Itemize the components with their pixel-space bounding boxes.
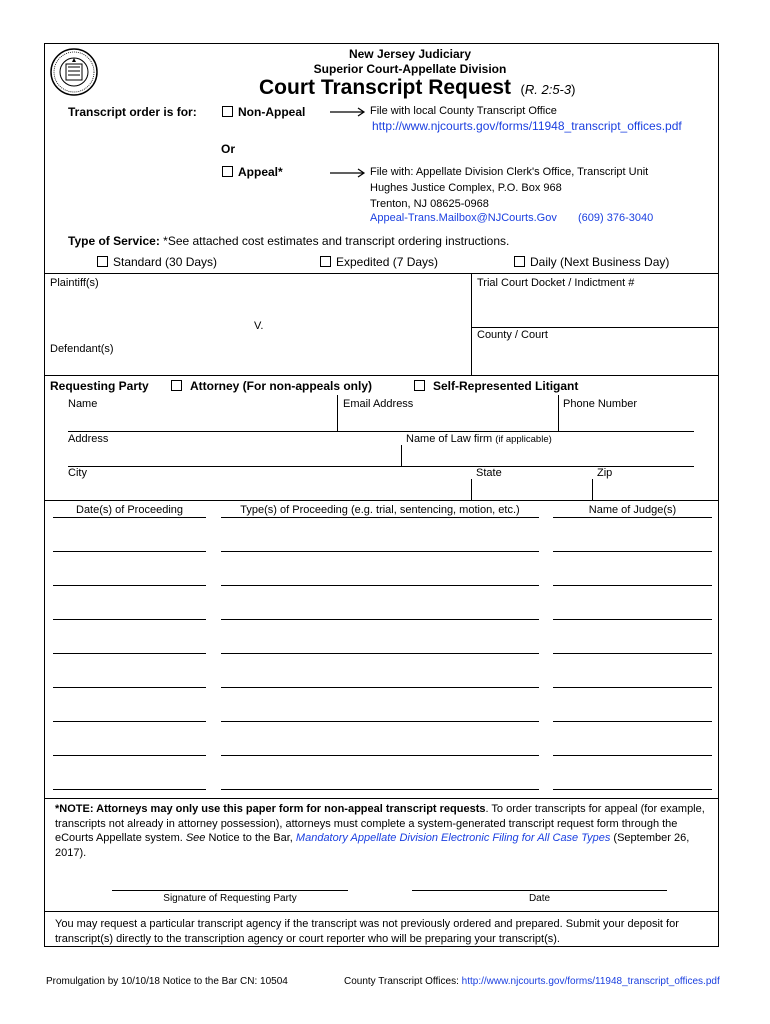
divider xyxy=(337,395,338,431)
attorney-checkbox[interactable] xyxy=(171,380,182,391)
divider xyxy=(44,375,719,376)
divider xyxy=(471,327,719,328)
daily-label: Daily (Next Business Day) xyxy=(530,255,670,269)
judge-line[interactable] xyxy=(553,789,712,790)
law-firm-label xyxy=(406,433,552,445)
city-label: City xyxy=(68,467,87,479)
date-line[interactable] xyxy=(53,619,206,620)
col-dates-header: Date(s) of Proceeding xyxy=(53,504,206,518)
name-field-line[interactable] xyxy=(68,431,694,432)
defendant-label: Defendant(s) xyxy=(50,343,114,355)
judge-line[interactable] xyxy=(553,755,712,756)
phone-label: Phone Number xyxy=(563,398,637,410)
appeal-email-link[interactable]: Appeal-Trans.Mailbox@NJCourts.Gov xyxy=(370,212,557,224)
rule-open: ( xyxy=(520,82,525,97)
email-label: Email Address xyxy=(343,398,414,410)
address-label: Address xyxy=(68,433,109,445)
note-bold: *NOTE: Attorneys may only use this paper form for non-appeal transcript requests xyxy=(55,803,486,815)
note-see: See xyxy=(185,832,206,844)
rule-close: ) xyxy=(571,82,576,97)
name-label: Name xyxy=(68,398,98,410)
docket-label: Trial Court Docket / Indictment # xyxy=(477,277,635,289)
type-line[interactable] xyxy=(221,619,539,620)
type-line[interactable] xyxy=(221,653,539,654)
attorney-label: Attorney (For non-appeals only) xyxy=(190,379,373,393)
divider xyxy=(592,479,593,500)
attorney-note xyxy=(55,802,705,860)
note-link[interactable]: Mandatory Appellate Division Electronic Filing for All Case Types xyxy=(295,832,611,844)
divider xyxy=(44,500,719,501)
promulgation-text: Promulgation by 10/10/18 Notice to the Bar CN: 10504 xyxy=(46,976,288,987)
standard-label: Standard (30 Days) xyxy=(113,255,218,269)
judge-line[interactable] xyxy=(553,551,712,552)
appeal-label: Appeal* xyxy=(238,165,283,179)
requesting-party-label: Requesting Party xyxy=(50,379,149,393)
plaintiff-label: Plaintiff(s) xyxy=(50,277,99,289)
state-label: State xyxy=(476,467,502,479)
expedited-label: Expedited (7 Days) xyxy=(336,255,439,269)
header-line1: New Jersey Judiciary xyxy=(348,47,472,61)
divider xyxy=(44,911,719,912)
note-text1: . To order transcripts for appeal (for example, transcripts not already in attorney possession), attorneys must complete a system-generated transcript request form through the eCourts Appellate system. xyxy=(55,803,705,844)
date-line[interactable] xyxy=(53,721,206,722)
service-row xyxy=(68,234,509,248)
appeal-checkbox[interactable] xyxy=(222,166,233,177)
arrow-right-icon xyxy=(330,107,366,117)
non-appeal-checkbox[interactable] xyxy=(222,106,233,117)
note-text2: Notice to the Bar, xyxy=(205,832,296,844)
self-represented-checkbox[interactable] xyxy=(414,380,425,391)
signature-label: Signature of Requesting Party xyxy=(163,893,297,904)
page-title xyxy=(259,76,575,100)
order-label: Transcript order is for: xyxy=(68,105,197,119)
divider xyxy=(44,798,719,799)
zip-label: Zip xyxy=(597,467,613,479)
col-types-header: Type(s) of Proceeding (e.g. trial, sentencing, motion, etc.) xyxy=(221,504,539,518)
county-label: County / Court xyxy=(477,329,548,341)
date-line[interactable] xyxy=(53,551,206,552)
versus-label: V. xyxy=(254,320,264,332)
judge-line[interactable] xyxy=(553,619,712,620)
judge-line[interactable] xyxy=(553,687,712,688)
title-text: Court Transcript Request xyxy=(259,76,512,99)
expedited-checkbox[interactable] xyxy=(320,256,331,267)
type-line[interactable] xyxy=(221,551,539,552)
date-line[interactable] xyxy=(412,890,667,891)
col-judges-header: Name of Judge(s) xyxy=(553,504,712,518)
appeal-phone: (609) 376-3040 xyxy=(578,212,654,224)
daily-checkbox[interactable] xyxy=(514,256,525,267)
arrow-right-icon xyxy=(330,168,366,178)
header-line2: Superior Court-Appellate Division xyxy=(313,62,507,76)
type-line[interactable] xyxy=(221,585,539,586)
offices-label: County Transcript Offices: xyxy=(344,976,462,987)
type-line[interactable] xyxy=(221,789,539,790)
nj-judiciary-seal-icon xyxy=(49,47,99,97)
agency-note: You may request a particular transcript agency if the transcript was not previously ordered and prepared. Submit your deposit for transcript(s) directly to the transcription agency or court reporter who will be preparing your transcript(s). xyxy=(55,918,679,945)
appeal-address-line2: Trenton, NJ 08625-0968 xyxy=(370,198,489,210)
service-note: *See attached cost estimates and transcript ordering instructions. xyxy=(163,234,510,248)
non-appeal-file-text: File with local County Transcript Office xyxy=(370,105,557,117)
divider xyxy=(471,273,472,375)
offices-url-link[interactable]: http://www.njcourts.gov/forms/11948_transcript_offices.pdf xyxy=(461,976,720,987)
judge-line[interactable] xyxy=(553,653,712,654)
judge-line[interactable] xyxy=(553,721,712,722)
type-line[interactable] xyxy=(221,687,539,688)
or-label: Or xyxy=(221,142,236,156)
appeal-file-text: File with: Appellate Division Clerk's Office, Transcript Unit xyxy=(370,166,649,178)
non-appeal-label: Non-Appeal xyxy=(238,105,306,119)
date-label: Date xyxy=(528,893,551,904)
date-line[interactable] xyxy=(53,687,206,688)
note-text3: (September 26, 2017). xyxy=(55,832,690,859)
divider xyxy=(44,273,719,274)
law-firm-note: (if applicable) xyxy=(495,434,552,445)
standard-checkbox[interactable] xyxy=(97,256,108,267)
self-represented-label: Self-Represented Litigant xyxy=(433,379,579,393)
date-line[interactable] xyxy=(53,585,206,586)
non-appeal-url-link[interactable]: http://www.njcourts.gov/forms/11948_transcript_offices.pdf xyxy=(372,119,682,133)
type-line[interactable] xyxy=(221,721,539,722)
date-line[interactable] xyxy=(53,789,206,790)
date-line[interactable] xyxy=(53,755,206,756)
judge-line[interactable] xyxy=(553,585,712,586)
divider xyxy=(558,395,559,431)
type-line[interactable] xyxy=(221,755,539,756)
service-label: Type of Service: xyxy=(68,234,160,248)
divider xyxy=(471,479,472,500)
divider xyxy=(401,445,402,466)
signature-line[interactable] xyxy=(112,890,348,891)
law-firm-text: Name of Law firm xyxy=(406,433,493,445)
appeal-address-line1: Hughes Justice Complex, P.O. Box 968 xyxy=(370,182,562,194)
date-line[interactable] xyxy=(53,653,206,654)
rule-text: R. 2:5-3 xyxy=(524,82,572,97)
offices-footer xyxy=(344,976,720,987)
